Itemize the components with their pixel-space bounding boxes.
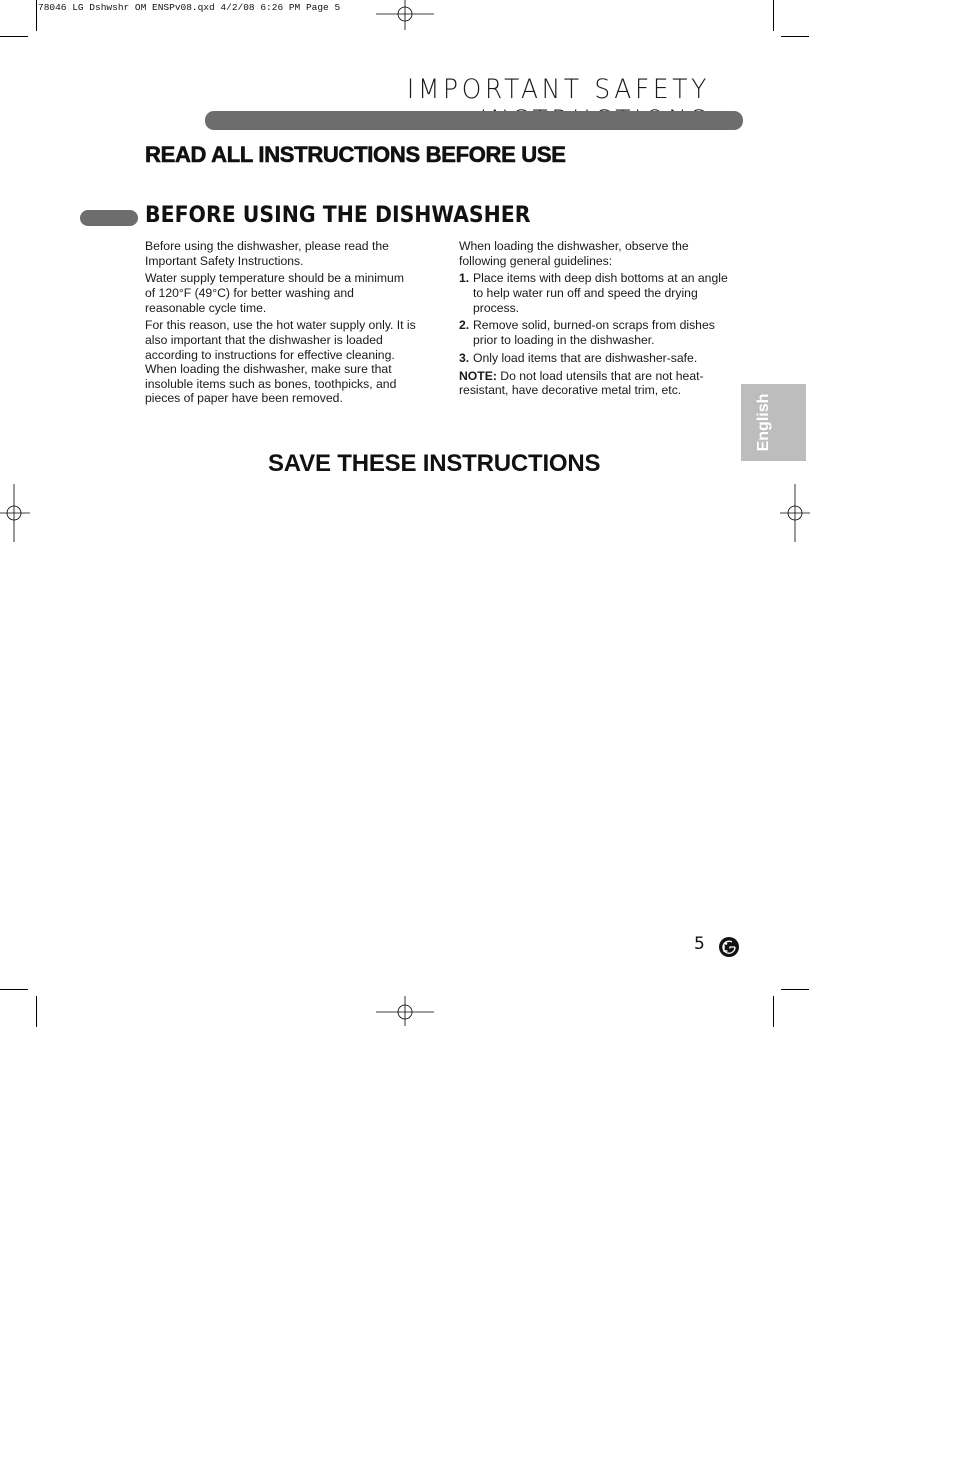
note-label: NOTE: [459, 368, 497, 383]
list-number: 3. [459, 350, 470, 365]
list-item [459, 271, 731, 315]
right-column [459, 239, 731, 401]
page-title: IMPORTANT SAFETY [406, 74, 710, 105]
list-item [459, 318, 731, 347]
note-text: Do not load utensils that are not heat-resistant, have decorative metal trim, etc. [459, 368, 704, 398]
section-title: BEFORE USING THE DISHWASHER [145, 203, 531, 228]
paragraph: Before using the dishwasher, please read the Important Safety Instructions. [145, 239, 389, 268]
read-all-heading: READ ALL INSTRUCTIONS BEFORE USE [145, 142, 566, 167]
save-instructions-heading: SAVE THESE INSTRUCTIONS [268, 450, 601, 477]
title-bar [205, 111, 743, 130]
section-marker [80, 210, 138, 226]
paragraph: For this reason, use the hot water supply only. It is also important that the dishwasher is loaded according to instructions for effective cleaning. When loading the dishwasher, make sure that insoluble items such as bones, toothpicks, and pieces of paper have been removed. [145, 318, 416, 406]
list-number: 1. [459, 271, 470, 286]
list-text: Remove solid, burned-on scraps from dishes prior to loading in the dishwasher. [473, 318, 715, 347]
guidelines-intro: When loading the dishwasher, observe the following general guidelines: [459, 239, 689, 268]
list-number: 2. [459, 318, 470, 333]
registration-mark-icon [376, 996, 434, 1026]
registration-mark-icon [376, 0, 434, 30]
left-column [145, 239, 417, 409]
list-text: Place items with deep dish bottoms at an angle to help water run off and speed the drying process. [473, 271, 728, 315]
list-item [459, 351, 731, 366]
list-text: Only load items that are dishwasher-safe. [473, 350, 698, 365]
registration-mark-icon [780, 484, 810, 542]
paragraph: Water supply temperature should be a minimum of 120°F (49°C) for better washing and reasonable cycle time. [145, 271, 404, 315]
page-number: 5 [694, 934, 705, 954]
registration-mark-icon [0, 484, 30, 542]
lg-logo-icon [718, 936, 740, 958]
language-tab [741, 384, 806, 461]
print-slug: 78046 LG Dshwshr OM ENSPv08.qxd 4/2/08 6:26 PM Page 5 [38, 2, 341, 13]
language-label: English [755, 393, 772, 452]
note [459, 369, 731, 398]
